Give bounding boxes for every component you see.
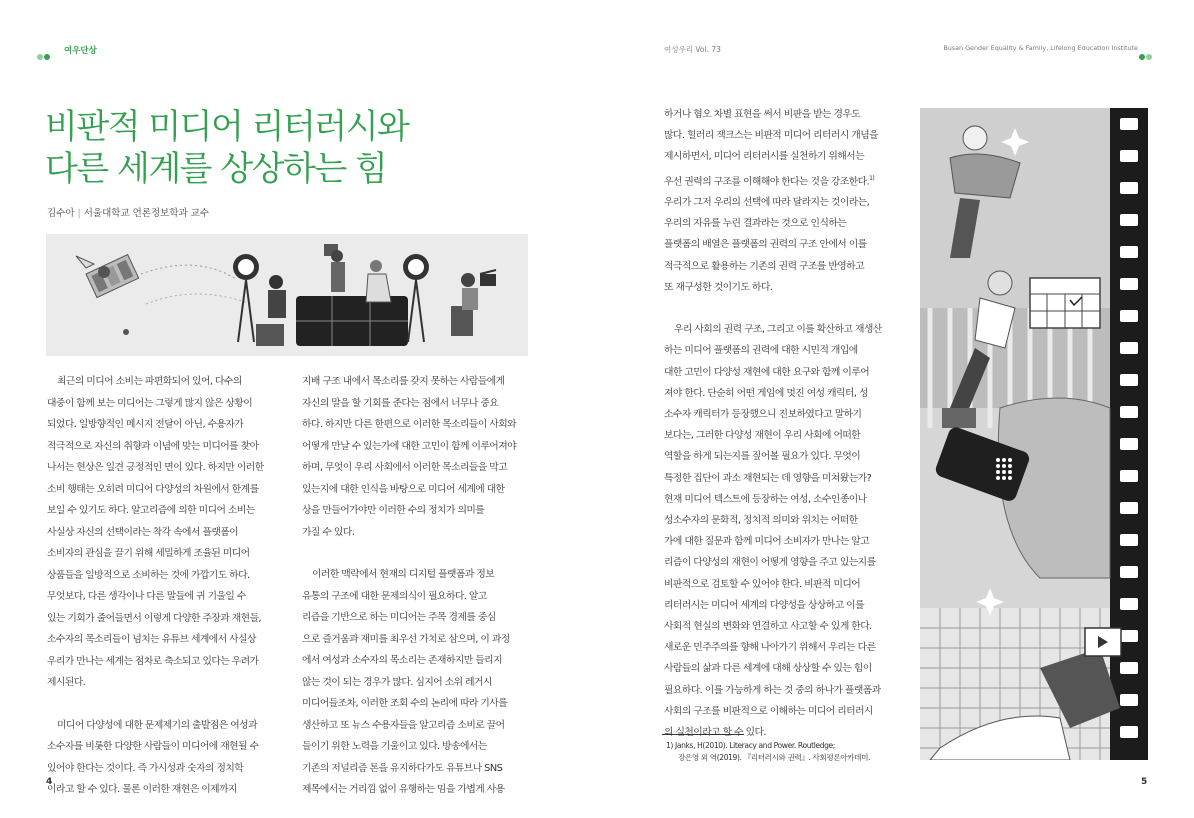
body-column-3 — [664, 104, 890, 743]
article-title — [45, 106, 408, 190]
green-dots-icon — [1139, 45, 1153, 64]
author-name: 김수아 — [47, 208, 75, 219]
header-illustration — [46, 234, 528, 356]
paragraph: 우리 사회의 권력 구조, 그리고 이를 확산하고 재생산 하는 미디어 플랫폼의 권력에 대한 시민적 개입에 대한 고민이 다양성 재현에 대한 요구와 함께 이루어 져야 한다. 단순히 어떤 게임에 멋진 여성 캐릭터, 성 소수자 캐릭터가 등장했으니 진보하였다고 말하기 보다는, 그러한 다양성 재현이 우리 사회에 어떠한 역할을 하게 되는지를 짚어볼 필요가 있다. 무엇이 특정한 집단이 과소 재현되는 데 영향을 미쳐왔는가? 현재 미디어 텍스트에 등장하는 여성, 소수인종이나 성소수자의 문화적, 정치적 의미와 위치는 어떠한 가에 대한 질문과 함께 미디어 소비자가 만나는 알고 리즘이 다양성의 재현이 어떻게 영향을 주고 있는지를 비판적으로 검토할 수 있어야 한다. 비판적 미디어 리터러시는 미디어 세계의 다양성을 상상하고 이를 사회적 현실의 변화와 연결하고 사고할 수 있게 한다. 새로운 민주주의를 향해 나아가기 위해서 우리는 다른 사람들의 삶과 다른 세계에 대해 상상할 수 있는 힘이 필요하다. 이를 가능하게 하는 것 중의 하나가 플랫폼과 사회의 구조를 비판적으로 이해하는 미디어 리터러시 의 실천이라고 할 수 있다. — [664, 324, 882, 738]
page-number-left: 4 — [46, 777, 53, 787]
institute-marker — [1139, 44, 1153, 64]
body-column-1 — [47, 371, 271, 801]
footnote — [666, 740, 870, 763]
section-marker — [37, 44, 51, 64]
green-dots-icon — [37, 45, 51, 64]
side-illustration — [920, 108, 1148, 760]
paragraph: 지배 구조 내에서 목소리를 갖지 못하는 사람들에게 자신의 말을 할 기회를 준다는 점에서 너무나 중요 하다. 하지만 다른 한편으로 이러한 목소리들이 사회와 어떻게 만날 수 있는가에 대한 고민이 함께 이루어져야 하며, 무엇이 우리 사회에서 이러한 목소리들을 막고 있는지에 대한 인식을 바탕으로 미디어 세계에 대한 상을 만들어가야만 이러한 수의 정치가 의미를 가질 수 있다. — [302, 376, 517, 538]
paragraph: 하거나 혐오 차별 표현을 써서 비판을 받는 경우도 많다. 힐러리 잭크스는 비판적 미디어 리터러시 개념을 제시하면서, 미디어 리터러시를 실천하기 위해서는 우선 권력의 구조를 이해해야 한다는 것을 강조한다.$^{1)}$ 우리가 그저 우리의 선택에 따라 달라지는 것이라는, 우리의 자유를 누린 결과라는 것으로 인식하는 플랫폼의 배열은 플랫폼의 권력의 구조 안에서 이를 적극적으로 활용하는 기존의 권력 구조를 반영하고 또 재구성한 것이기도 하다. — [664, 109, 879, 293]
media-collage-illustration — [920, 108, 1148, 760]
footnote-line-2: 장은영 외 역(2019). 『리터러시와 권력』. 사회평론아카데미. — [678, 752, 871, 762]
page-number-right: 5 — [1141, 777, 1148, 787]
paragraph: 이러한 맥락에서 현재의 디지털 플랫폼과 정보 유통의 구조에 대한 문제의식이 필요하다. 알고 리즘을 기반으로 하는 미디어는 주목 경제를 중심 으로 즐거움과 재미를 최우선 가치로 삼으며, 이 과정 에서 여성과 소수자의 목소리는 존재하지만 들리지 않는 것이 되는 경우가 많다. 심지어 소위 레거시 미디어들조차, 이러한 조회 수의 논리에 따라 기사를 생산하고 또 뉴스 수용자들을 알고리즘 소비로 끌어 들이기 위한 노력을 기울이고 있다. 방송에서는 기존의 저널리즘 톤을 유지하다가도 유튜브나 SNS 제목에서는 거리낌 없이 유행하는 밈을 가볍게 사용 — [302, 569, 510, 795]
body-column-2 — [302, 371, 528, 801]
title-line-2: 다른 세계를 상상하는 힘 — [45, 149, 387, 189]
magazine-issue: 여성우리 Vol. 73 — [664, 45, 721, 54]
footnote-rule — [662, 734, 744, 735]
title-line-1: 비판적 미디어 리터러시와 — [45, 107, 409, 147]
media-studio-illustration — [46, 234, 528, 356]
section-label: 여우단상 — [64, 46, 97, 56]
institute-name: Busan Gender Equality & Family, Lifelong Education Institute — [943, 44, 1138, 52]
footnote-ref: 1) — [869, 174, 875, 182]
paragraph: 미디어 다양성에 대한 문제제기의 출발점은 여성과 소수자를 비롯한 다양한 사람들이 미디어에 재현될 수 있어야 한다는 것이다. 즉 가시성과 숫자의 정치학 이라고 할 수 있다. 물론 이러한 재현은 이제까지 — [47, 719, 259, 795]
footnote-line-1: 1) Janks, H(2010). Literacy and Power. Routledge; — [666, 741, 835, 750]
author-separator: | — [77, 208, 81, 219]
author-affiliation: 서울대학교 언론정보학과 교수 — [83, 208, 210, 219]
author-byline — [47, 205, 209, 219]
paragraph: 최근의 미디어 소비는 파편화되어 있어, 다수의 대중이 함께 보는 미디어는 그렇게 많지 않은 상황이 되었다. 일방향적인 메시지 전달이 아닌, 수용자가 적극적으로 자신의 취향과 이념에 맞는 미디어를 찾아 나서는 현상은 일견 긍정적인 면이 있다. 하지만 이러한 소비 행태는 오히려 미디어 다양성의 차원에서 한계를 보일 수 있기도 하다. 알고리즘에 의한 미디어 소비는 사실상 자신의 선택이라는 착각 속에서 플랫폼이 소비자의 관심을 끌기 위해 세밀하게 조율된 미디어 상품들을 일방적으로 소비하는 것에 가깝기도 하다. 무엇보다, 다른 생각이나 다른 말들에 귀 기울일 수 있는 기회가 줄어들면서 이렇게 다양한 주장과 재현들, 소수자의 목소리들이 넘치는 유튜브 세계에서 사실상 우리가 만나는 세계는 점차로 축소되고 있다는 우려가 제시된다. — [47, 376, 264, 688]
